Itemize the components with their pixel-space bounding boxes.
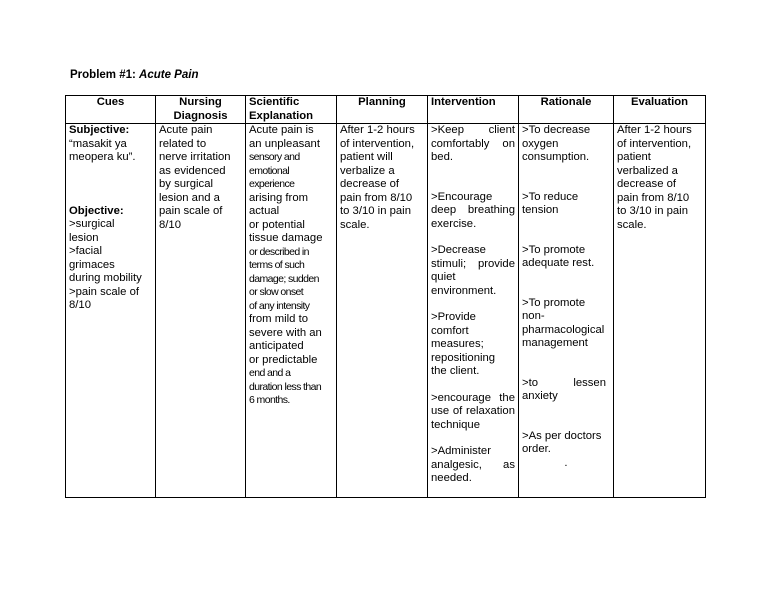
evaluation-line: decrease of [617, 178, 677, 190]
cell-explanation [246, 124, 337, 498]
rationale-item: >to lessen anxiety [522, 376, 606, 402]
evaluation-line: scale. [617, 218, 647, 231]
explanation-line: anticipated [249, 340, 304, 352]
explanation-line: emotional [249, 164, 290, 177]
diagnosis-line: lesion and a [159, 191, 220, 204]
evaluation-line: After 1-2 hours [617, 124, 692, 136]
diagnosis-line: as evidenced [159, 164, 226, 177]
objective-line: >surgical [69, 218, 115, 230]
diagnosis-line: related to [159, 137, 207, 150]
cell-intervention [428, 124, 519, 498]
problem-label: Problem #1: [70, 69, 136, 81]
intervention-item: >Administer analgesic, as needed. [431, 445, 515, 484]
explanation-line: an unpleasant [249, 137, 320, 150]
diagnosis-line: by surgical [159, 178, 213, 190]
explanation-line: terms of such [249, 259, 305, 271]
objective-line: 8/10 [69, 299, 91, 311]
explanation-line: of any intensity [249, 299, 310, 312]
rationale-item: >To promote non-pharmacological management [522, 296, 605, 349]
header-evaluation: Evaluation [614, 96, 706, 124]
rationale-end-dot: . [564, 456, 568, 469]
planning-line: After 1-2 hours [340, 124, 415, 136]
rationale-item: >As per doctors order. [522, 429, 602, 455]
planning-line: scale. [340, 218, 370, 231]
intervention-item: >Keep client comfortably on bed. [431, 124, 515, 163]
problem-topic: Acute Pain [139, 69, 199, 81]
diagnosis-line: nerve irritation [159, 151, 231, 163]
cell-rationale [519, 124, 614, 498]
subjective-label: Subjective: [69, 124, 130, 136]
objective-line: lesion [69, 231, 99, 244]
explanation-line: or described in [249, 245, 309, 258]
explanation-line: from mild to [249, 313, 309, 325]
planning-line: pain from 8/10 [340, 191, 413, 204]
explanation-line: severe with an [249, 326, 322, 339]
explanation-line: Acute pain is [249, 124, 314, 136]
header-row [66, 96, 706, 124]
diagnosis-line: 8/10 [159, 218, 181, 231]
objective-label: Objective: [69, 204, 124, 217]
planning-line: decrease of [340, 178, 400, 190]
evaluation-line: to 3/10 in pain [617, 205, 688, 217]
planning-line: verbalize a [340, 164, 395, 177]
intervention-item: >encourage the use of relaxation technique [431, 391, 515, 431]
evaluation-line: pain from 8/10 [617, 191, 690, 204]
planning-line: to 3/10 in pain [340, 205, 411, 217]
objective-line: grimaces [69, 258, 115, 271]
intervention-item: >Decrease stimuli; provide quiet environment. [431, 244, 515, 297]
explanation-line: duration less than [249, 380, 322, 393]
explanation-line: or slow onset [249, 286, 304, 298]
explanation-line: or potential [249, 218, 305, 231]
objective-line: >facial [69, 245, 102, 257]
intervention-item: >Encourage deep breathing exercise. [431, 190, 515, 230]
nursing-care-plan-table [65, 95, 706, 498]
header-rationale: Rationale [519, 96, 614, 124]
diagnosis-line: Acute pain [159, 124, 213, 136]
cell-cues [66, 124, 156, 498]
page-title [70, 69, 198, 83]
cell-evaluation [614, 124, 706, 498]
rationale-item: >To promote adequate rest. [522, 243, 595, 269]
intervention-item: >Provide comfort measures; repositioning the client. [431, 311, 496, 377]
header-cues: Cues [66, 96, 156, 124]
planning-line: of intervention, [340, 137, 415, 150]
header-explanation: Scientific Explanation [246, 96, 337, 124]
explanation-line: damage; sudden [249, 272, 319, 285]
cell-planning [337, 124, 428, 498]
explanation-line: or predictable [249, 353, 318, 366]
subjective-line: “masakit ya [69, 137, 127, 150]
evaluation-line: verbalized a [617, 164, 678, 177]
explanation-line: arising from [249, 191, 309, 204]
rationale-item: >To reduce tension [522, 190, 579, 216]
cell-diagnosis [156, 124, 246, 498]
explanation-line: experience [249, 178, 295, 190]
content-row [66, 124, 706, 498]
explanation-line: end and a [249, 367, 291, 379]
evaluation-line: patient [617, 151, 651, 163]
subjective-line: meopera ku”. [69, 151, 136, 163]
explanation-line: tissue damage [249, 232, 323, 244]
header-planning: Planning [337, 96, 428, 124]
objective-line: >pain scale of [69, 285, 140, 298]
rationale-item: >To decrease oxygen consumption. [522, 124, 591, 163]
header-diagnosis: Nursing Diagnosis [156, 96, 246, 124]
explanation-line: 6 months. [249, 394, 290, 406]
explanation-line: sensory and [249, 151, 300, 163]
evaluation-line: of intervention, [617, 137, 692, 150]
planning-line: patient will [340, 151, 393, 163]
diagnosis-line: pain scale of [159, 205, 223, 217]
header-intervention: Intervention [428, 96, 519, 124]
objective-line: during mobility [69, 272, 142, 284]
explanation-line: actual [249, 205, 280, 217]
